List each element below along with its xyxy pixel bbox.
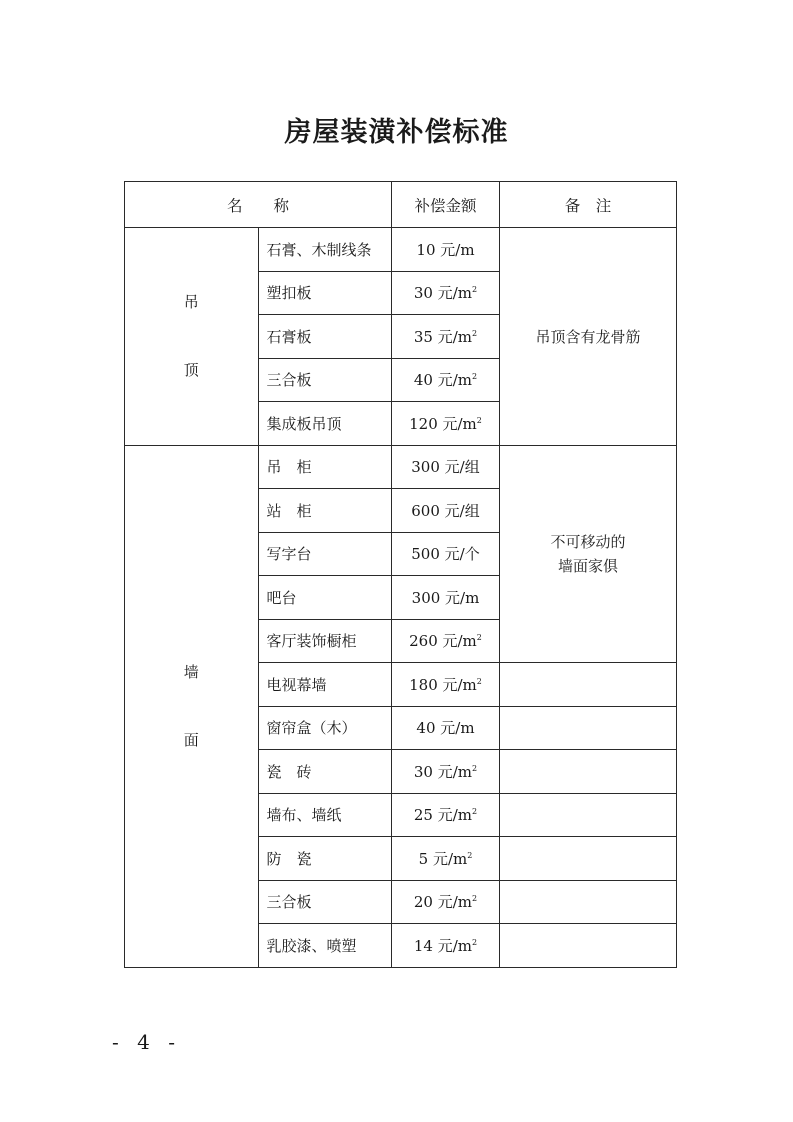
item-amount: 5 元$/m^2$ — [392, 837, 500, 881]
group-label-wall — [125, 445, 259, 967]
note-cell-empty — [500, 706, 677, 750]
item-name: 集成板吊顶 — [258, 402, 392, 446]
item-amount: 120 元$/m^2$ — [392, 402, 500, 446]
item-amount: 40 元$/m^2$ — [392, 358, 500, 402]
group-char: 顶 — [183, 361, 199, 380]
note-line: 墙面家俱 — [557, 556, 618, 575]
note-cell-empty — [500, 880, 677, 924]
item-name: 瓷 砖 — [258, 750, 392, 794]
item-amount: 300 元/m — [392, 576, 500, 620]
note-cell-empty — [500, 793, 677, 837]
note-cell-empty — [500, 663, 677, 707]
item-amount: 35 元$/m^2$ — [392, 315, 500, 359]
item-name: 吊 柜 — [258, 445, 392, 489]
item-amount: 25 元$/m^2$ — [392, 793, 500, 837]
item-name: 防 瓷 — [258, 837, 392, 881]
item-name: 塑扣板 — [258, 271, 392, 315]
item-name: 石膏、木制线条 — [258, 228, 392, 272]
item-name: 石膏板 — [258, 315, 392, 359]
item-amount: 300 元/组 — [392, 445, 500, 489]
note-cell-empty — [500, 924, 677, 968]
item-name: 吧台 — [258, 576, 392, 620]
group-note-wall — [500, 445, 677, 663]
item-name: 三合板 — [258, 880, 392, 924]
header-name: 名 称 — [125, 182, 392, 228]
item-amount: 180 元$/m^2$ — [392, 663, 500, 707]
item-amount: 30 元$/m^2$ — [392, 271, 500, 315]
item-amount: 10 元/m — [392, 228, 500, 272]
group-char: 吊 — [183, 293, 199, 312]
item-name: 窗帘盒（木） — [258, 706, 392, 750]
header-amount: 补偿金额 — [392, 182, 500, 228]
table-row — [125, 228, 677, 272]
item-amount: 14 元$/m^2$ — [392, 924, 500, 968]
group-label-ceiling — [125, 228, 259, 446]
item-amount: 40 元/m — [392, 706, 500, 750]
item-name: 写字台 — [258, 532, 392, 576]
item-amount: 20 元$/m^2$ — [392, 880, 500, 924]
page-number: - 4 - — [112, 1030, 181, 1054]
item-name: 墙布、墙纸 — [258, 793, 392, 837]
group-char: 面 — [183, 731, 199, 749]
table-header-row — [125, 182, 677, 228]
item-amount: 260 元$/m^2$ — [392, 619, 500, 663]
item-name: 乳胶漆、喷塑 — [258, 924, 392, 968]
header-note: 备 注 — [500, 182, 677, 228]
note-cell-empty — [500, 750, 677, 794]
group-char: 墙 — [183, 663, 199, 681]
note-line: 不可移动的 — [550, 532, 626, 551]
item-name: 三合板 — [258, 358, 392, 402]
group-note-ceiling: 吊顶含有龙骨筋 — [500, 228, 677, 446]
item-amount: 30 元$/m^2$ — [392, 750, 500, 794]
compensation-table — [124, 181, 677, 968]
document-title: 房屋装潢补偿标准 — [284, 117, 509, 148]
item-name: 客厅装饰橱柜 — [258, 619, 392, 663]
table-row — [125, 445, 677, 489]
note-cell-empty — [500, 837, 677, 881]
item-amount: 600 元/组 — [392, 489, 500, 533]
item-name: 站 柜 — [258, 489, 392, 533]
item-amount: 500 元/个 — [392, 532, 500, 576]
item-name: 电视幕墙 — [258, 663, 392, 707]
